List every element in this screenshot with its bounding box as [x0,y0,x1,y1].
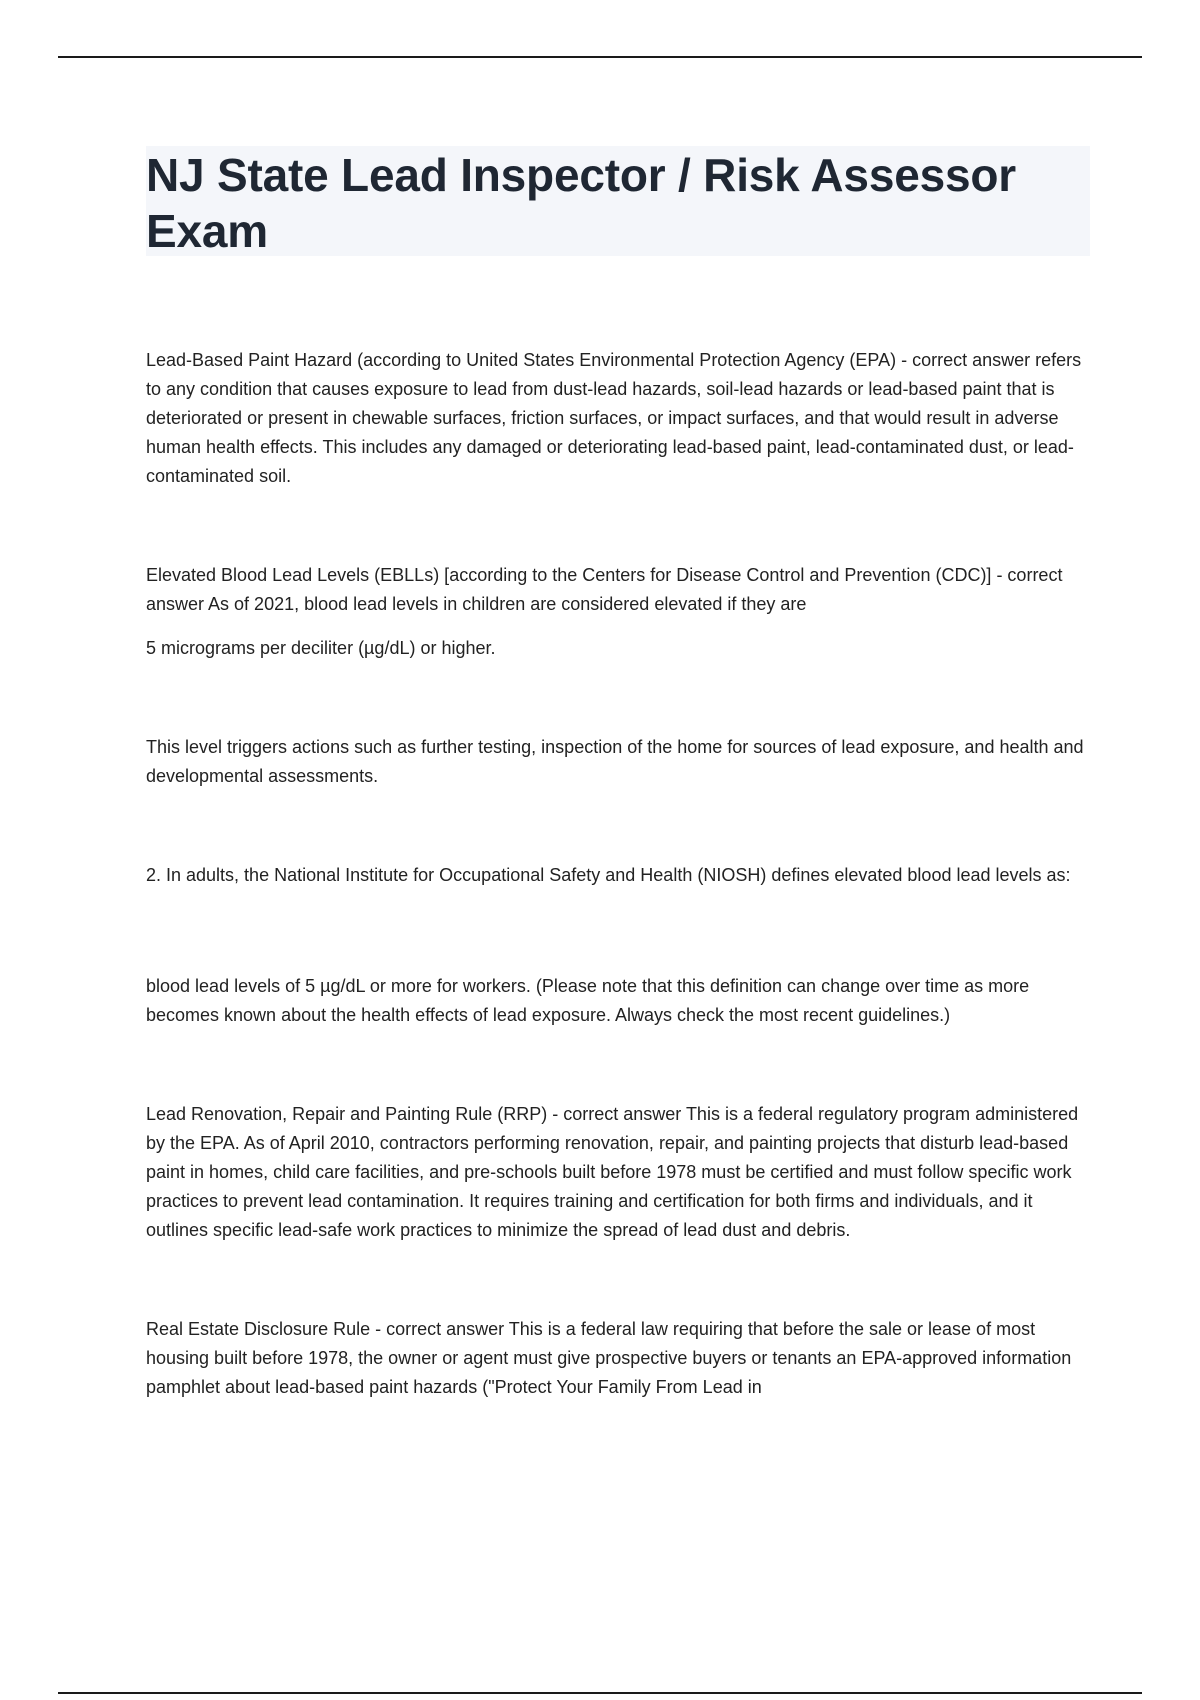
paragraph-lead-based-paint-hazard: Lead-Based Paint Hazard (according to United States Environmental Protection Agency (EPA) - correct answer refers to any condition that causes exposure to lead from dust-lead hazards, soil-lead hazards or lead-based paint that is deteriorated or present in chewable surfaces, friction surfaces, or impact surfaces, and that would result in adverse human health effects. This includes any damaged or deteriorating lead-based paint, lead-contaminated dust, or lead-contaminated soil. [146,350,1082,486]
paragraph-niosh-adults: 2. In adults, the National Institute for Occupational Safety and Health (NIOSH) defines elevated blood lead levels as: [146,865,1071,885]
top-divider [58,56,1142,58]
paragraph-rrp-rule: Lead Renovation, Repair and Painting Rule (RRP) - correct answer This is a federal regulatory program administered by the EPA. As of April 2010, contractors performing renovation, repair, and painting projects that disturb lead-based paint in homes, child care facilities, and pre-schools built before 1978 must be certified and must follow specific work practices to prevent lead contamination. It requires training and certification for both firms and individuals, and it outlines specific lead-safe work practices to minimize the spread of lead dust and debris. [146,1104,1079,1240]
page-title: NJ State Lead Inspector / Risk Assessor Exam [146,149,1016,257]
paragraph-niosh-definition: blood lead levels of 5 µg/dL or more for workers. (Please note that this definition can change over time as more becomes known about the health effects of lead exposure. Always check the most recent guidelines.) [146,976,1030,1025]
paragraph-ebll-children: Elevated Blood Lead Levels (EBLLs) [according to the Centers for Disease Control and Prevention (CDC)] - correct answer As of 2021, blood lead levels in children are considered elevated if they are [146,565,1063,614]
paragraph-ebll-actions: This level triggers actions such as further testing, inspection of the home for sources of lead exposure, and health and developmental assessments. [146,737,1084,786]
document-body [146,346,1090,1402]
bottom-divider [58,1692,1142,1694]
paragraph-ebll-threshold: 5 micrograms per deciliter (µg/dL) or higher. [146,638,496,658]
paragraph-disclosure-rule: Real Estate Disclosure Rule - correct answer This is a federal law requiring that before the sale or lease of most housing built before 1978, the owner or agent must give prospective buyers or tenants an EPA-approved information pamphlet about lead-based paint hazards ("Protect Your Family From Lead in [146,1319,1072,1397]
